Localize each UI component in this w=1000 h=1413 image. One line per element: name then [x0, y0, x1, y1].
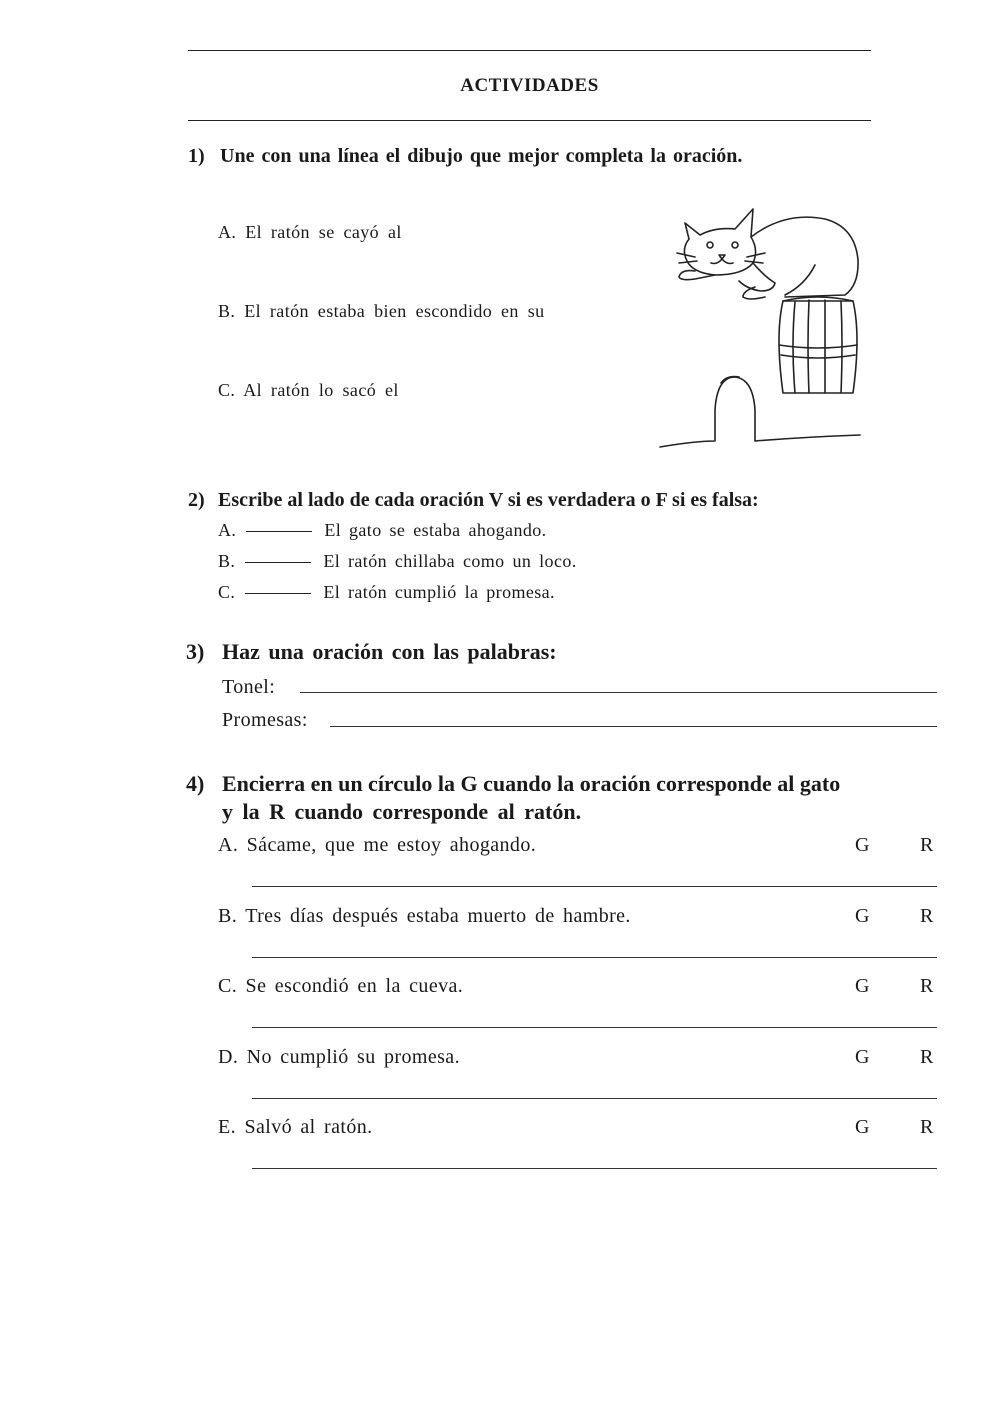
q3-line-tonel[interactable] — [300, 692, 937, 693]
q3-instruction: Haz una oración con las palabras: — [222, 639, 557, 664]
q2-item-a-blank[interactable] — [246, 531, 312, 532]
q3-label-promesas: Promesas: — [222, 709, 308, 731]
q4-item-c-option-r[interactable]: R — [920, 975, 934, 997]
q4-item-d-letter: D. — [218, 1046, 239, 1068]
q4-item-a-option-g[interactable]: G — [855, 834, 870, 856]
q4-item-d-option-g[interactable]: G — [855, 1046, 870, 1068]
top-rule — [188, 50, 871, 51]
q3-label-tonel: Tonel: — [222, 676, 276, 698]
q4-item-e-text: Salvó al ratón. — [244, 1116, 373, 1138]
q4-instruction-line2: y la R cuando corresponde al ratón. — [222, 799, 582, 824]
q2-item-c-text: El ratón cumplió la promesa. — [323, 582, 555, 602]
q4-item-b-text: Tres días después estaba muerto de hambre. — [245, 905, 631, 927]
q4-item-b-letter: B. — [218, 905, 238, 927]
q4-item-e-letter: E. — [218, 1116, 237, 1138]
q2-item-b-text: El ratón chillaba como un loco. — [323, 551, 577, 571]
q3-number: 3) — [186, 639, 205, 664]
q4-item-e-option-r[interactable]: R — [920, 1116, 934, 1138]
title-rule — [188, 120, 871, 121]
q4-item-d-text: No cumplió su promesa. — [246, 1046, 460, 1068]
q2-number: 2) — [188, 489, 205, 511]
q1-item-c — [218, 380, 399, 401]
q2-item-a-text: El gato se estaba ahogando. — [324, 520, 547, 540]
q2-instruction: Escribe al lado de cada oración V si es verdadera o F si es falsa: — [218, 489, 759, 511]
q1-item-b — [218, 301, 545, 322]
q3-line-promesas[interactable] — [330, 726, 937, 727]
q1-item-a — [218, 222, 402, 243]
page-title: ACTIVIDADES — [460, 75, 599, 96]
q4-item-c-option-g[interactable]: G — [855, 975, 870, 997]
q1-item-b-text: El ratón estaba bien escondido en su — [244, 301, 545, 321]
q4-item-c-text: Se escondió en la cueva. — [245, 975, 464, 997]
q1-number: 1) — [188, 145, 205, 167]
cat-on-barrel-illustration-icon — [655, 205, 870, 450]
q2-item-c-letter: C. — [218, 582, 236, 602]
q4-number: 4) — [186, 771, 205, 796]
q4-item-d-line[interactable] — [252, 1098, 937, 1099]
q4-item-c-line[interactable] — [252, 1027, 937, 1028]
q4-item-b-line[interactable] — [252, 957, 937, 958]
q4-item-b — [218, 905, 631, 928]
q1-item-c-text: Al ratón lo sacó el — [243, 380, 399, 400]
q4-instruction-line1: Encierra en un círculo la G cuando la oración corresponde al gato — [222, 771, 841, 796]
q4-item-c — [218, 975, 463, 998]
q4-item-e-line[interactable] — [252, 1168, 937, 1169]
q4-item-a — [218, 834, 536, 857]
q1-item-c-letter: C. — [218, 380, 236, 400]
q2-item-a-letter: A. — [218, 520, 237, 540]
q2-item-b-letter: B. — [218, 551, 236, 571]
q2-item-b — [218, 551, 577, 572]
q4-item-e — [218, 1116, 373, 1139]
q1-item-a-text: El ratón se cayó al — [245, 222, 402, 242]
q2-item-c-blank[interactable] — [245, 593, 311, 594]
q2-item-b-blank[interactable] — [245, 562, 311, 563]
q4-item-b-option-r[interactable]: R — [920, 905, 934, 927]
q4-item-d — [218, 1046, 460, 1069]
q2-item-a — [218, 520, 547, 541]
q4-item-a-line[interactable] — [252, 886, 937, 887]
q4-item-d-option-r[interactable]: R — [920, 1046, 934, 1068]
q2-item-c — [218, 582, 555, 603]
q1-item-b-letter: B. — [218, 301, 236, 321]
q4-item-e-option-g[interactable]: G — [855, 1116, 870, 1138]
q1-instruction: Une con una línea el dibujo que mejor completa la oración. — [220, 145, 743, 167]
q4-item-c-letter: C. — [218, 975, 238, 997]
q4-item-a-option-r[interactable]: R — [920, 834, 934, 856]
q4-item-b-option-g[interactable]: G — [855, 905, 870, 927]
q4-item-a-text: Sácame, que me estoy ahogando. — [246, 834, 537, 856]
q1-item-a-letter: A. — [218, 222, 237, 242]
q4-item-a-letter: A. — [218, 834, 239, 856]
